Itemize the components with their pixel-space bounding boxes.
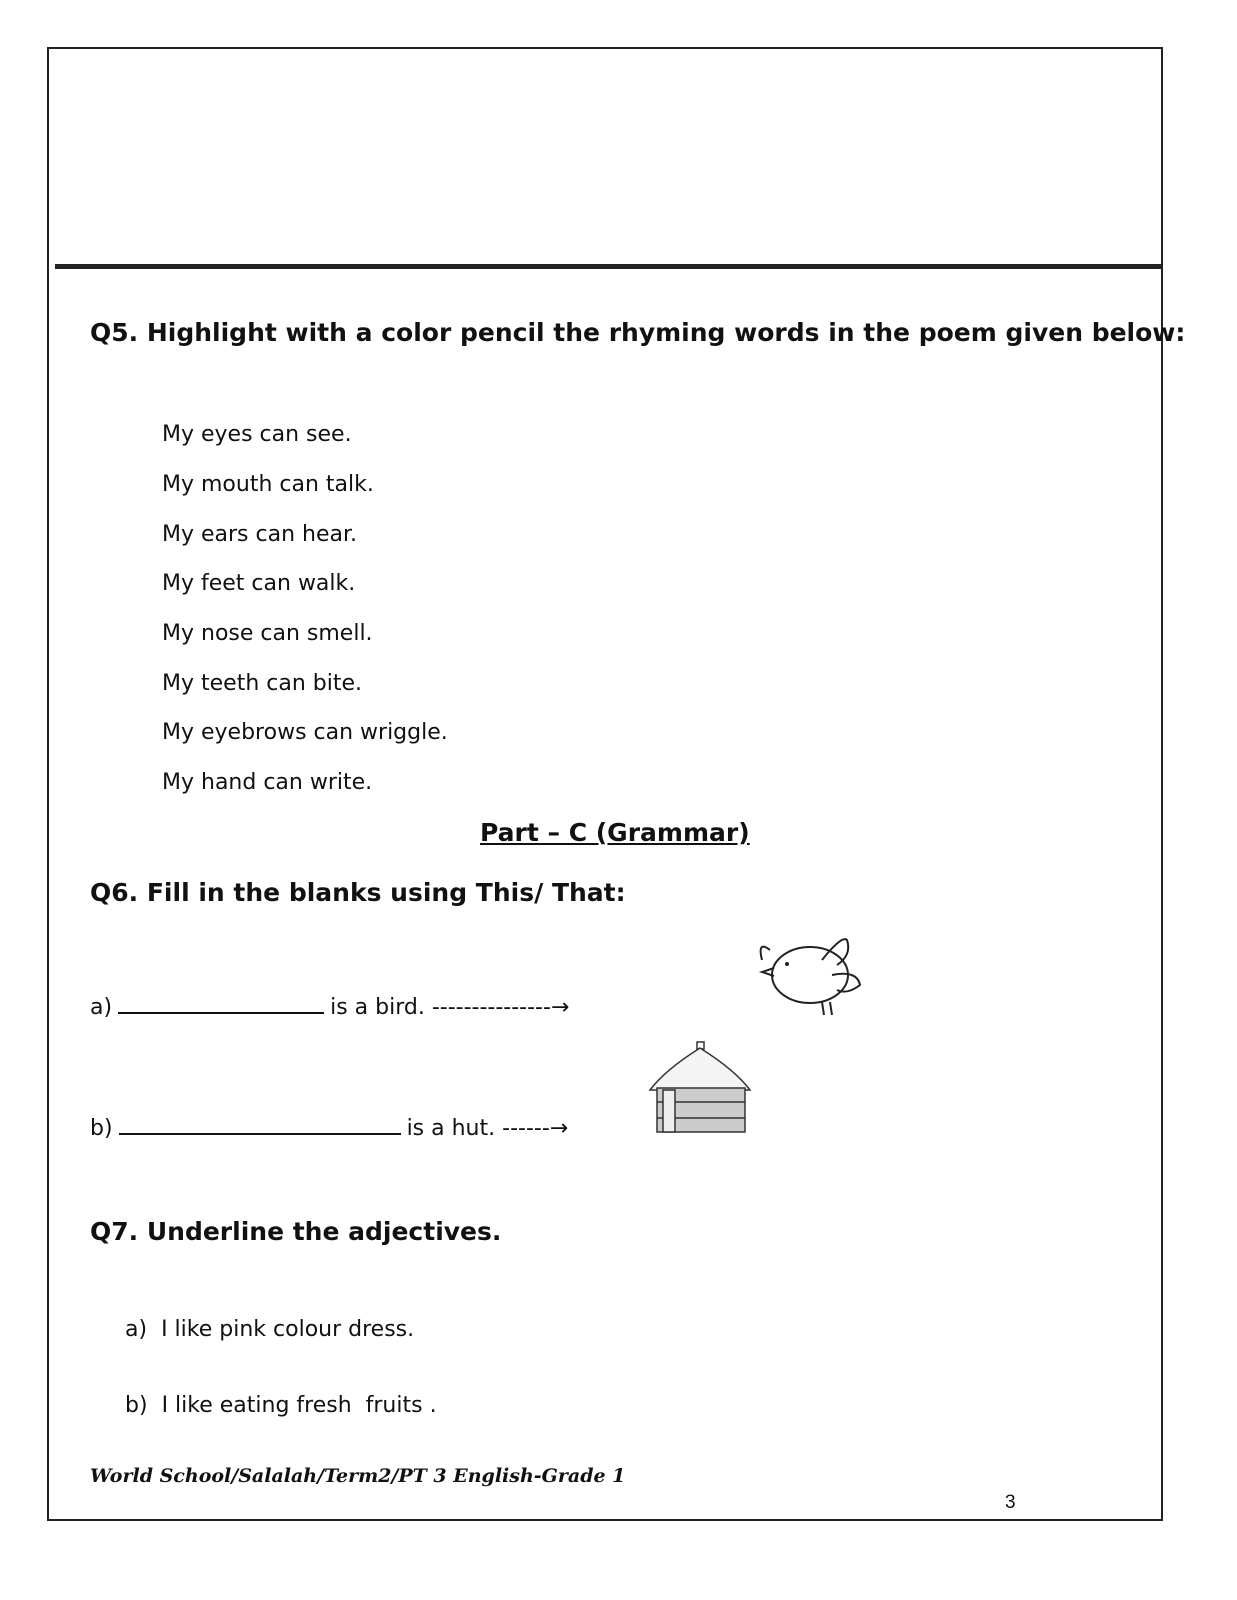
q6-item-a <box>90 995 569 1020</box>
bird-illustration <box>752 930 867 1020</box>
item-label: b) <box>125 1393 148 1418</box>
hut-illustration <box>645 1040 765 1135</box>
page-number: 3 <box>1005 1492 1016 1513</box>
header-divider <box>55 264 1161 269</box>
poem-line: My feet can walk. <box>162 571 356 596</box>
poem-line: My ears can hear. <box>162 522 358 547</box>
answer-blank[interactable] <box>118 1012 324 1014</box>
q5-title: Q5. Highlight with a color pencil the rhyming words in the poem given below: <box>90 318 1186 347</box>
item-text: is a hut. <box>406 1116 496 1141</box>
poem-line: My nose can smell. <box>162 621 373 646</box>
poem-line: My eyebrows can wriggle. <box>162 720 448 745</box>
q6-item-b <box>90 1116 568 1141</box>
part-c-heading: Part – C (Grammar) <box>480 818 750 847</box>
item-text: I like pink colour dress. <box>161 1317 415 1342</box>
arrow-icon: ---------------→ <box>431 995 570 1020</box>
item-label: a) <box>125 1317 148 1342</box>
footer-text: World School/Salalah/Term2/PT 3 English-Grade 1 <box>90 1465 626 1487</box>
arrow-icon: ------→ <box>502 1116 569 1141</box>
q7-item-a <box>125 1317 414 1342</box>
item-text: I like eating fresh fruits . <box>161 1393 437 1418</box>
answer-blank[interactable] <box>119 1133 401 1135</box>
q7-title: Q7. Underline the adjectives. <box>90 1217 502 1246</box>
item-label: b) <box>90 1116 113 1141</box>
poem-line: My mouth can talk. <box>162 472 374 497</box>
q6-title: Q6. Fill in the blanks using This/ That: <box>90 878 626 907</box>
poem-line: My hand can write. <box>162 770 373 795</box>
q7-item-b <box>125 1393 437 1418</box>
item-text: is a bird. <box>330 995 425 1020</box>
poem-line: My teeth can bite. <box>162 671 362 696</box>
item-label: a) <box>90 995 113 1020</box>
poem-line: My eyes can see. <box>162 422 352 447</box>
